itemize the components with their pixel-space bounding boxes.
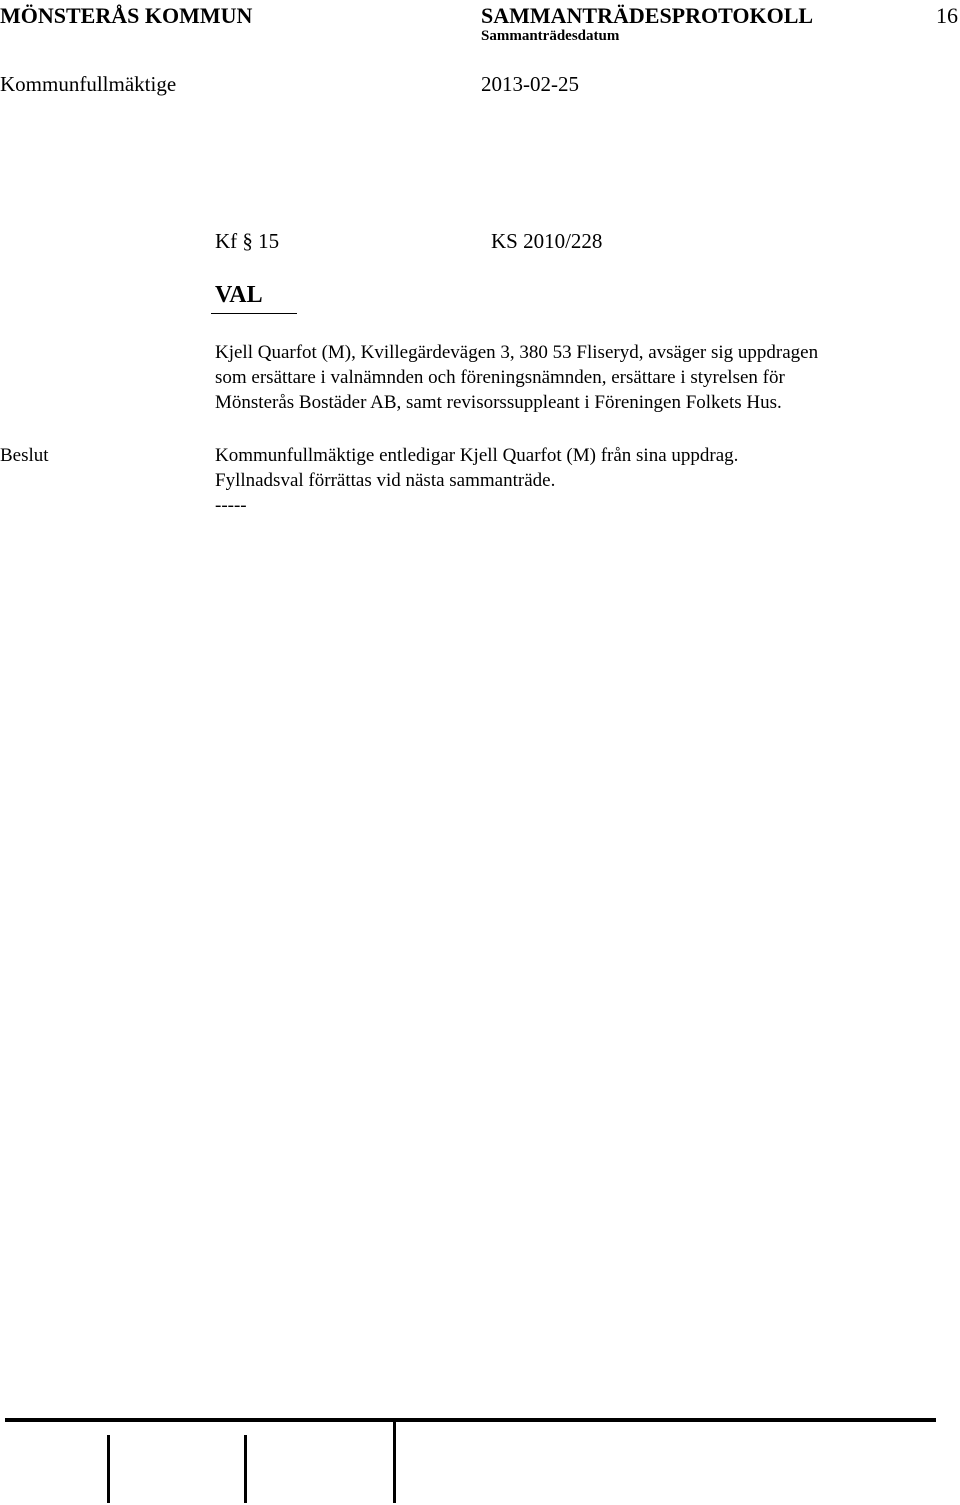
title-underline: [211, 313, 297, 314]
signature-divider: [393, 1422, 396, 1503]
date-label: Sammanträdesdatum: [481, 28, 620, 44]
decision: [215, 443, 738, 518]
case-number: KS 2010/228: [491, 229, 603, 253]
description-line: som ersättare i valnämnden och föreningsnämnden, ersättare i styrelsen för: [215, 367, 785, 388]
decision-line: Kommunfullmäktige entledigar Kjell Quarfot (M) från sina uppdrag.: [215, 445, 739, 466]
decision-line: Fyllnadsval förrättas vid nästa sammanträde.: [215, 470, 556, 491]
decision-line: -----: [215, 495, 247, 516]
description: [215, 340, 818, 415]
signature-divider: [244, 1435, 247, 1503]
page-number: 16: [936, 3, 958, 28]
meeting-date: 2013-02-25: [481, 72, 579, 96]
body-name: Kommunfullmäktige: [0, 72, 177, 96]
signature-divider: [107, 1435, 110, 1503]
footer-rule: [5, 1418, 936, 1422]
description-line: Kjell Quarfot (M), Kvillegärdevägen 3, 380 53 Fliseryd, avsäger sig uppdragen: [215, 342, 819, 363]
document-type: SAMMANTRÄDESPROTOKOLL: [481, 3, 814, 28]
municipality-name: MÖNSTERÅS KOMMUN: [0, 3, 253, 28]
description-line: Mönsterås Bostäder AB, samt revisorssuppleant i Föreningen Folkets Hus.: [215, 392, 782, 413]
decision-label: Beslut: [0, 445, 49, 466]
item-title: VAL: [215, 282, 263, 308]
paragraph-number: Kf § 15: [215, 229, 280, 253]
